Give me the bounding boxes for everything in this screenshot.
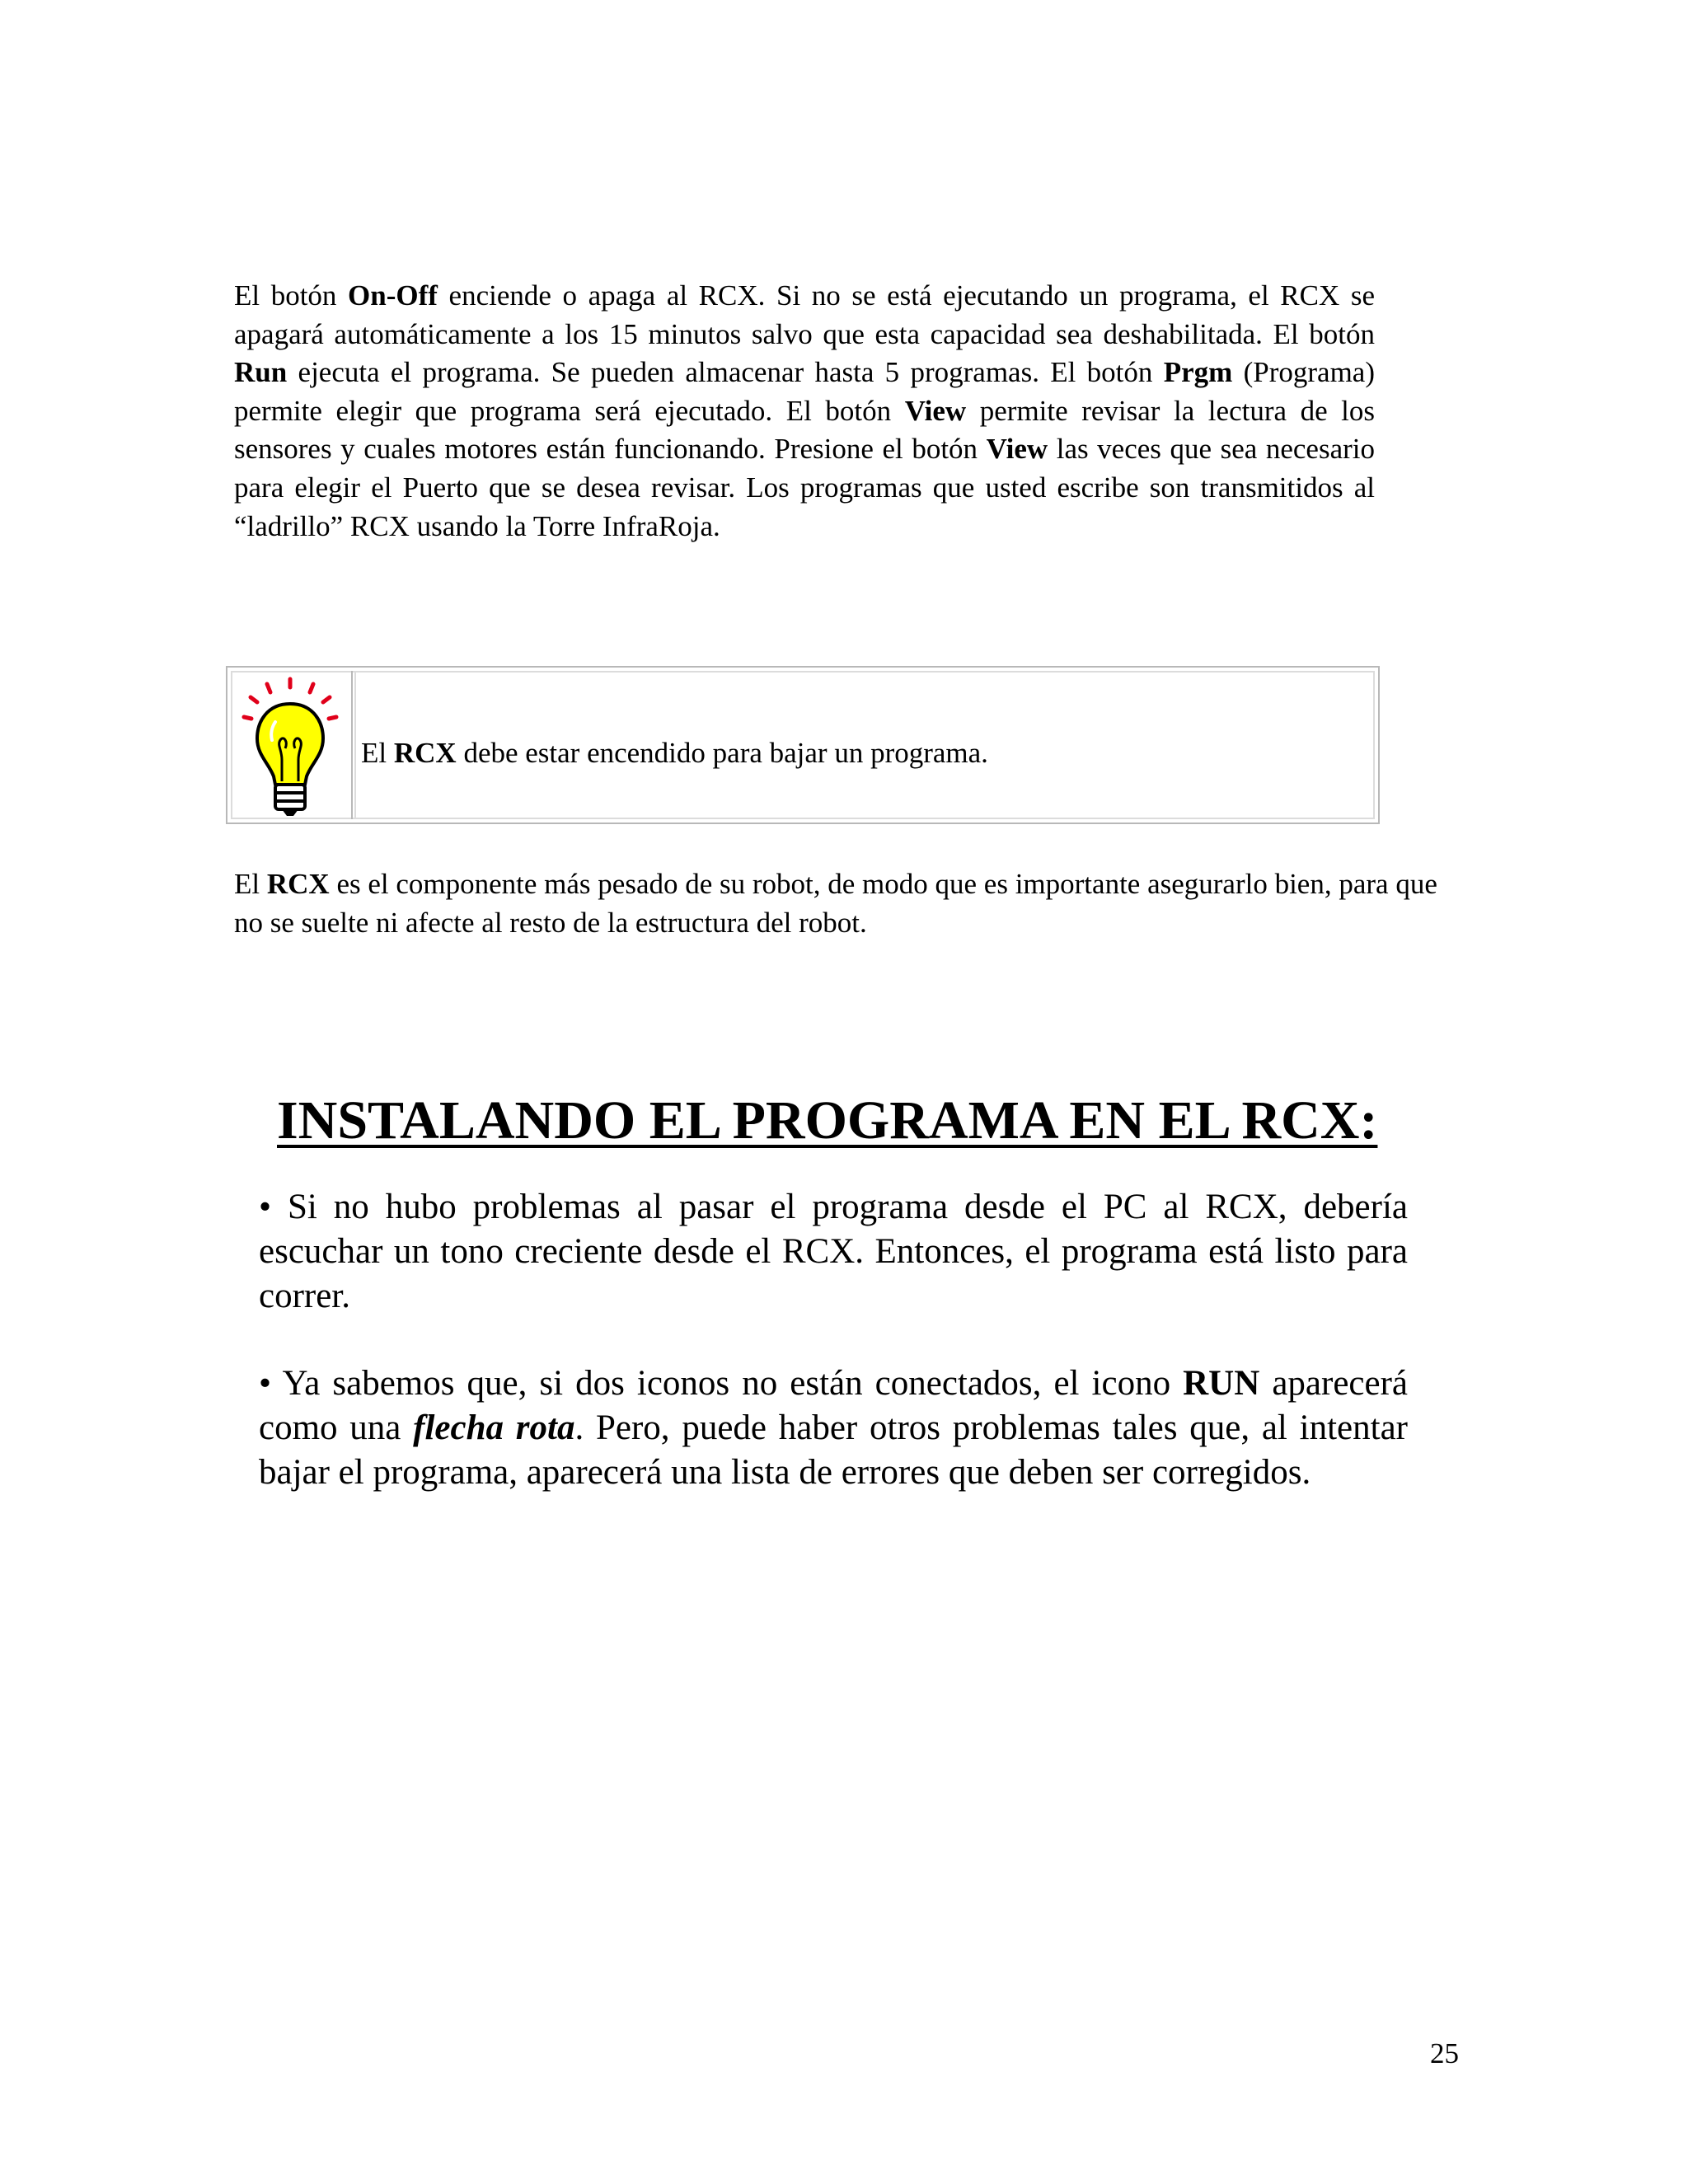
bullet-2-text-2: aparecerá como una <box>259 1364 1408 1447</box>
para2-text-1: El <box>234 868 267 900</box>
rcx-term: RCX <box>266 868 330 900</box>
on-off-term: On-Off <box>348 279 438 312</box>
view-term-2: View <box>986 433 1048 466</box>
run-term: Run <box>234 356 288 389</box>
bullet-2-text-1: • Ya sabemos que, si dos iconos no están conectados, el icono <box>259 1364 1184 1403</box>
lightbulb-icon <box>239 674 341 819</box>
prgm-term: Prgm <box>1163 356 1233 389</box>
intro-text-6: las veces que sea necesario para elegir el Puerto que se desea revisar. Los programas que usted escribe son transmitidos al “ladrillo” RCX usando la Torre InfraRoja. <box>234 433 1375 542</box>
view-term: View <box>904 394 967 427</box>
bullet-item-2 <box>259 1361 1408 1495</box>
bullet-1-text: • Si no hubo problemas al pasar el programa desde el PC al RCX, debería escuchar un tono creciente desde el RCX. Entonces, el programa está listo para correr. <box>259 1188 1408 1315</box>
rcx-weight-paragraph <box>234 865 1462 942</box>
section-heading: INSTALANDO EL PROGRAMA EN EL RCX: <box>277 1090 1378 1151</box>
tip-text <box>361 735 988 771</box>
intro-text-2: enciende o apaga al RCX. Si no se está ejecutando un programa, el RCX se apagará automáticamente a los 15 minutos salvo que esta capacidad sea deshabilitada. El botón <box>234 279 1376 350</box>
broken-arrow-term: flecha rota <box>413 1408 575 1447</box>
tip-text-1: El <box>361 737 394 769</box>
tip-text-2: debe estar encendido para bajar un programa. <box>456 737 988 769</box>
tip-box-divider <box>351 671 356 819</box>
bullet-2-text-3: . Pero, puede haber otros problemas tales que, al intentar bajar el programa, aparecerá una lista de errores que deben ser corregidos. <box>259 1408 1408 1492</box>
intro-paragraph <box>234 277 1375 546</box>
intro-text-4: (Programa) permite elegir que programa será ejecutado. El botón <box>234 356 1375 427</box>
bullet-item-1 <box>259 1185 1408 1319</box>
para2-text-2: es el componente más pesado de su robot, de modo que es importante asegurarlo bien, para que no se suelte ni afecte al resto de la estructura del robot. <box>234 868 1437 939</box>
intro-text-5: permite revisar la lectura de los sensores y cuales motores están funcionando. Presione el botón <box>234 394 1376 466</box>
tip-box <box>226 666 1380 824</box>
run-icon-term: RUN <box>1183 1364 1260 1403</box>
intro-text-3: ejecuta el programa. Se pueden almacenar hasta 5 programas. El botón <box>287 356 1164 389</box>
intro-text-1: El botón <box>234 279 349 312</box>
page-number: 25 <box>1430 2037 1459 2069</box>
rcx-term: RCX <box>393 737 457 769</box>
